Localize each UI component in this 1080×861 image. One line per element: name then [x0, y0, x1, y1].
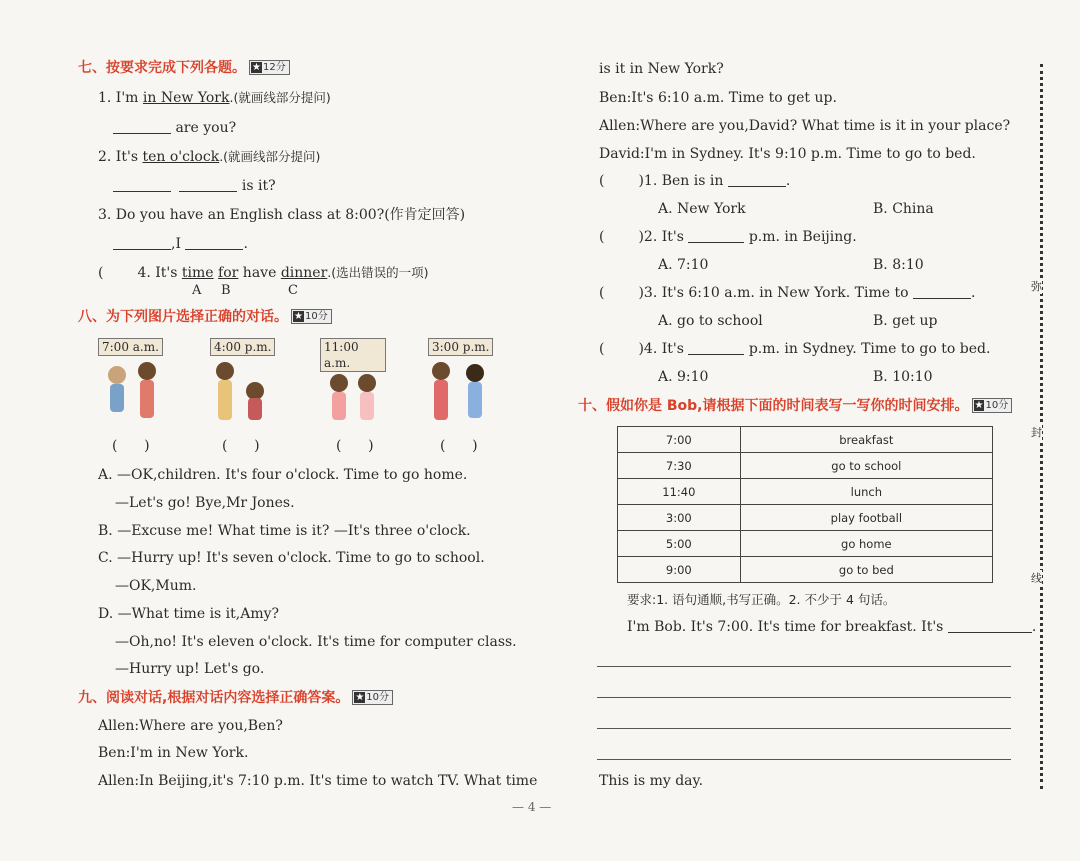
s9-q3-option-b[interactable]: B. get up [873, 313, 938, 329]
points-badge: ★ 10分 [972, 398, 1013, 413]
schedule-row [618, 557, 993, 583]
page-number: — 4 — [512, 800, 552, 814]
schedule-time: 11:40 [618, 479, 741, 505]
s7-question-4: ( 4. It's time for have dinner.(选出错误的一项) [98, 265, 429, 281]
schedule-row [618, 505, 993, 531]
s9-q1-option-a[interactable]: A. New York [658, 201, 746, 217]
s7-answer-2: is it? [113, 176, 276, 196]
answer-paren-2[interactable]: ( ) [222, 438, 260, 454]
schedule-activity: go to school [740, 453, 992, 479]
schedule-activity: breakfast [740, 427, 992, 453]
s9-question-1: ( )1. Ben is in . [599, 173, 791, 189]
seal-char: 封 [1031, 426, 1042, 439]
schedule-table [617, 426, 993, 583]
s7-question-2: 2. It's ten o'clock.(就画线部分提问) [98, 149, 321, 165]
reading-line-5: Ben:It's 6:10 a.m. Time to get up. [599, 90, 837, 106]
s7-answer-1: are you? [113, 118, 236, 138]
reading-line-3: Allen:In Beijing,it's 7:10 p.m. It's time to watch TV. What time [98, 773, 538, 789]
writing-line[interactable] [597, 728, 1011, 729]
dialogue-a-line-1: A. —OK,children. It's four o'clock. Time to go home. [98, 467, 468, 483]
dialogue-d-line-2: —Oh,no! It's eleven o'clock. It's time for computer class. [115, 634, 517, 650]
answer-paren-3[interactable]: ( ) [336, 438, 374, 454]
schedule-row [618, 479, 993, 505]
answer-blank[interactable] [948, 618, 1032, 633]
s7-question-1: 1. I'm in New York.(就画线部分提问) [98, 90, 331, 106]
dialogue-d-line-1: D. —What time is it,Amy? [98, 606, 280, 622]
dialogue-a-line-2: —Let's go! Bye,Mr Jones. [115, 495, 295, 511]
answer-blank[interactable] [113, 119, 171, 134]
s9-question-4: ( )4. It's p.m. in Sydney. Time to go to bed. [599, 341, 991, 357]
section-10-title: 十、假如你是 Bob,请根据下面的时间表写一写你的时间安排。 ★ 10分 [578, 396, 1012, 416]
answer-blank[interactable] [185, 235, 243, 250]
schedule-row [618, 427, 993, 453]
clock-label: 3:00 p.m. [428, 338, 493, 356]
schedule-time: 7:00 [618, 427, 741, 453]
dialogue-d-line-3: —Hurry up! Let's go. [115, 661, 265, 677]
s9-question-2: ( )2. It's p.m. in Beijing. [599, 229, 857, 245]
option-c-label: C [288, 283, 298, 298]
schedule-activity: lunch [740, 479, 992, 505]
picture-4 [428, 338, 494, 422]
writing-end: This is my day. [599, 773, 704, 789]
schedule-row [618, 531, 993, 557]
schedule-time: 9:00 [618, 557, 741, 583]
dialogue-b-line-1: B. —Excuse me! What time is it? —It's three o'clock. [98, 523, 471, 539]
answer-paren-1[interactable]: ( ) [112, 438, 150, 454]
s9-q2-option-b[interactable]: B. 8:10 [873, 257, 924, 273]
clock-label: 4:00 p.m. [210, 338, 275, 356]
clock-label: 11:00 a.m. [320, 338, 386, 372]
answer-blank[interactable] [688, 228, 744, 243]
answer-blank[interactable] [913, 284, 971, 299]
schedule-time: 7:30 [618, 453, 741, 479]
seal-char: 弥 [1031, 280, 1042, 293]
reading-line-7: David:I'm in Sydney. It's 9:10 p.m. Time to go to bed. [599, 146, 976, 162]
writing-line[interactable] [597, 759, 1011, 760]
answer-blank[interactable] [113, 235, 171, 250]
schedule-row [618, 453, 993, 479]
answer-blank[interactable] [688, 340, 744, 355]
clock-label: 7:00 a.m. [98, 338, 163, 356]
schedule-activity: go home [740, 531, 992, 557]
option-a-label: A [192, 283, 202, 298]
s9-q3-option-a[interactable]: A. go to school [658, 313, 763, 329]
answer-blank[interactable] [728, 172, 786, 187]
section-9-title: 九、阅读对话,根据对话内容选择正确答案。 ★ 10分 [78, 688, 393, 708]
section-7-title: 七、按要求完成下列各题。 ★ 12分 [78, 58, 290, 78]
writing-line[interactable] [597, 697, 1011, 698]
schedule-activity: play football [740, 505, 992, 531]
dialogue-c-line-2: —OK,Mum. [115, 578, 197, 594]
picture-1 [98, 338, 164, 422]
answer-paren-4[interactable]: ( ) [440, 438, 478, 454]
s9-q2-option-a[interactable]: A. 7:10 [658, 257, 709, 273]
answer-blank[interactable] [179, 177, 237, 192]
picture-2 [210, 338, 276, 422]
seal-char: 线 [1031, 572, 1042, 585]
picture-3 [320, 338, 386, 422]
points-badge: ★ 10分 [291, 309, 332, 324]
writing-line[interactable] [597, 666, 1011, 667]
points-badge: ★ 12分 [249, 60, 290, 75]
schedule-time: 3:00 [618, 505, 741, 531]
s7-question-3: 3. Do you have an English class at 8:00?(作肯定回答) [98, 207, 466, 223]
reading-line-6: Allen:Where are you,David? What time is it in your place? [599, 118, 1011, 134]
schedule-activity: go to bed [740, 557, 992, 583]
section-8-title: 八、为下列图片选择正确的对话。 ★ 10分 [78, 307, 332, 327]
schedule-time: 5:00 [618, 531, 741, 557]
reading-line-1: Allen:Where are you,Ben? [98, 718, 283, 734]
reading-line-2: Ben:I'm in New York. [98, 745, 249, 761]
reading-line-4: is it in New York? [599, 61, 724, 77]
points-badge: ★ 10分 [352, 690, 393, 705]
option-b-label: B [221, 283, 231, 298]
s9-q1-option-b[interactable]: B. China [873, 201, 934, 217]
answer-blank[interactable] [113, 177, 171, 192]
dialogue-c-line-1: C. —Hurry up! It's seven o'clock. Time to go to school. [98, 550, 485, 566]
writing-start: I'm Bob. It's 7:00. It's time for breakfast. It's . [627, 619, 1037, 635]
s9-q4-option-b[interactable]: B. 10:10 [873, 369, 933, 385]
s7-answer-3: ,I . [113, 234, 248, 254]
s9-q4-option-a[interactable]: A. 9:10 [658, 369, 709, 385]
s9-question-3: ( )3. It's 6:10 a.m. in New York. Time to . [599, 285, 976, 301]
writing-requirements: 要求:1. 语句通顺,书写正确。2. 不少于 4 句话。 [627, 592, 896, 607]
